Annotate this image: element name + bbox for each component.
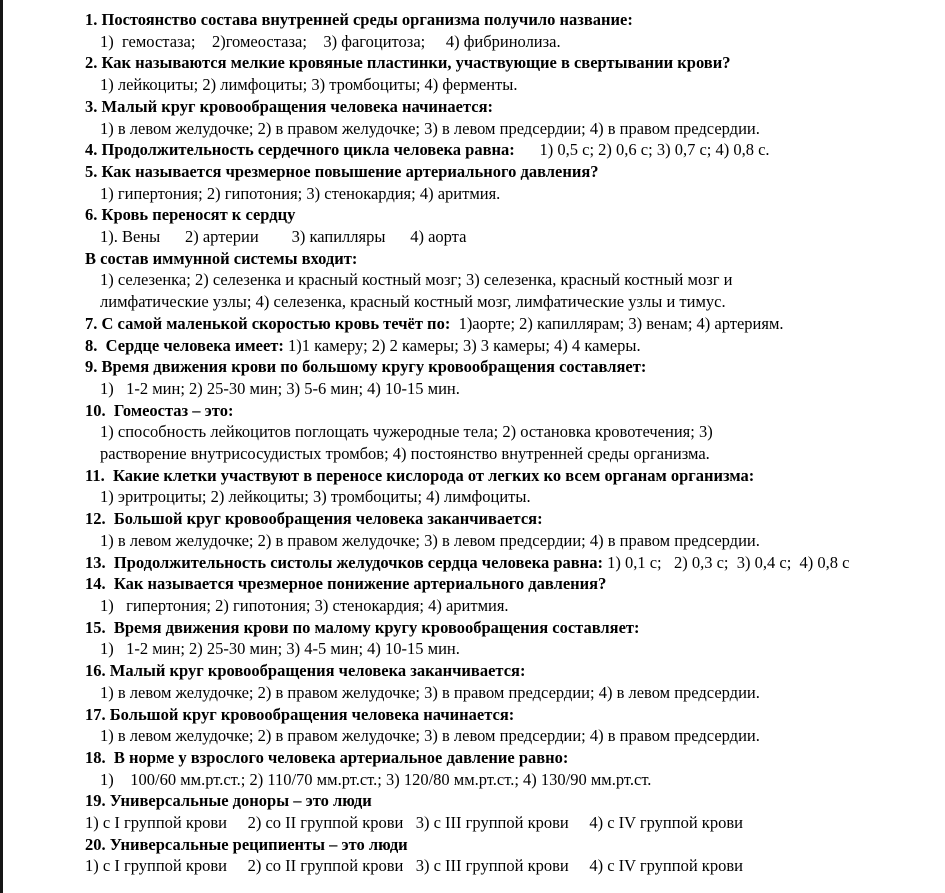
question-block [85, 204, 945, 247]
answer-options-line: 1) в левом желудочке; 2) в правом желудочке; 3) в левом предсердии; 4) в правом предсердии. [100, 530, 760, 550]
answer-options-line: 1) в левом желудочке; 2) в правом желудочке; 3) в левом предсердии; 4) в правом предсердии. [100, 118, 760, 138]
question-title: 10. Гомеостаз – это: [85, 400, 234, 420]
question-title: 2. Как называются мелкие кровяные пластинки, участвующие в свертывании крови? [85, 53, 731, 73]
inline-answer-options: 1) 0,5 с; 2) 0,6 с; 3) 0,7 с; 4) 0,8 с. [514, 140, 770, 160]
question-title: 4. Продолжительность сердечного цикла человека равна: [85, 140, 515, 160]
answer-options-line: 1) с I группой крови 2) со II группой крови 3) с III группой крови 4) с IV группой крови [85, 813, 743, 833]
question-title: 7. С самой маленькой скоростью кровь течёт по: [85, 313, 451, 333]
answer-options-line: 1) в левом желудочке; 2) в правом желудочке; 3) в правом предсердии; 4) в левом предсердии. [100, 682, 760, 702]
question-block [85, 96, 945, 139]
question-title: 13. Продолжительность систолы желудочков сердца человека равна: [85, 552, 603, 572]
inline-answer-options: 1) 0,1 с; 2) 0,3 с; 3) 0,4 с; 4) 0,8 с [602, 552, 850, 572]
question-title-line [85, 573, 945, 595]
scan-edge-line [0, 0, 3, 893]
question-block [85, 790, 945, 833]
question-title-line [85, 617, 945, 639]
question-title: 19. Универсальные доноры – это люди [85, 791, 372, 811]
inline-answer-options: 1)1 камеру; 2) 2 камеры; 3) 3 камеры; 4) 4 камеры. [283, 335, 641, 355]
question-title: 1. Постоянство состава внутренней среды организма получило название: [85, 10, 633, 29]
question-title: 15. Время движения крови по малому кругу кровообращения составляет: [85, 617, 640, 637]
question-title-line [85, 704, 945, 726]
question-title-line [85, 9, 945, 31]
answer-options-line: 1) в левом желудочке; 2) в правом желудочке; 3) в левом предсердии; 4) в правом предсердии. [100, 726, 760, 746]
question-block [85, 9, 945, 52]
answer-options-line: лимфатические узлы; 4) селезенка, красный костный мозг, лимфатические узлы и тимус. [100, 292, 726, 312]
question-title-line [85, 139, 945, 161]
answer-options-line: 1) гипертония; 2) гипотония; 3) стенокардия; 4) аритмия. [100, 183, 501, 203]
question-title: 9. Время движения крови по большому кругу кровообращения составляет: [85, 357, 647, 377]
question-title: 20. Универсальные реципиенты – это люди [85, 834, 408, 854]
question-title: 16. Малый круг кровообращения человека заканчивается: [85, 661, 526, 681]
question-title-line [85, 747, 945, 769]
answer-options-line: 1). Вены 2) артерии 3) капилляры 4) аорта [100, 227, 467, 247]
question-block [85, 465, 945, 508]
question-block [85, 52, 945, 95]
answer-options-line: 1) гемостаза; 2)гомеостаза; 3) фагоцитоза; 4) фибринолиза. [100, 31, 561, 51]
question-title-line [85, 161, 945, 183]
question-title-line [85, 248, 945, 270]
question-title-line [85, 400, 945, 422]
question-title-line [85, 52, 945, 74]
question-block [85, 617, 945, 660]
answer-options-line: 1) гипертония; 2) гипотония; 3) стенокардия; 4) аритмия. [100, 595, 509, 615]
question-title-line [85, 465, 945, 487]
question-title-line [85, 204, 945, 226]
answer-options-line: 1) лейкоциты; 2) лимфоциты; 3) тромбоциты; 4) ферменты. [100, 75, 518, 95]
question-title: 12. Большой круг кровообращения человека заканчивается: [85, 509, 543, 529]
question-title: 11. Какие клетки участвуют в переносе кислорода от легких ко всем органам организма: [85, 465, 755, 485]
question-title: 6. Кровь переносят к сердцу [85, 205, 296, 225]
question-title: 17. Большой круг кровообращения человека начинается: [85, 704, 515, 724]
question-block [85, 356, 945, 399]
question-block [85, 834, 945, 877]
question-block [85, 552, 945, 574]
question-block [85, 573, 945, 616]
answer-options-line: 1) способность лейкоцитов поглощать чужеродные тела; 2) остановка кровотечения; 3) [100, 422, 713, 442]
answer-options-line: 1) 100/60 мм.рт.ст.; 2) 110/70 мм.рт.ст.; 3) 120/80 мм.рт.ст.; 4) 130/90 мм.рт.ст. [100, 769, 652, 789]
question-block [85, 400, 945, 465]
question-title-line [85, 335, 945, 357]
question-block [85, 508, 945, 551]
answer-options-line: 1) 1-2 мин; 2) 25-30 мин; 3) 5-6 мин; 4) 10-15 мин. [100, 378, 460, 398]
inline-answer-options: 1)аорте; 2) капиллярам; 3) венам; 4) артериям. [450, 313, 784, 333]
question-title-line [85, 96, 945, 118]
question-title-line [85, 356, 945, 378]
question-title: 18. В норме у взрослого человека артериальное давление равно: [85, 747, 569, 767]
question-title-line [85, 552, 945, 574]
question-title: 5. Как называется чрезмерное повышение артериального давления? [85, 161, 599, 181]
question-list [85, 9, 945, 877]
question-block [85, 161, 945, 204]
question-block [85, 335, 945, 357]
answer-options-line: 1) с I группой крови 2) со II группой крови 3) с III группой крови 4) с IV группой крови [85, 856, 743, 876]
question-title-line [85, 508, 945, 530]
question-title: 14. Как называется чрезмерное понижение артериального давления? [85, 574, 607, 594]
question-block [85, 660, 945, 703]
answer-options-line: 1) 1-2 мин; 2) 25-30 мин; 3) 4-5 мин; 4) 10-15 мин. [100, 639, 460, 659]
question-title-line [85, 834, 945, 856]
question-title: 3. Малый круг кровообращения человека начинается: [85, 96, 494, 116]
question-block [85, 704, 945, 747]
question-block [85, 747, 945, 790]
question-title: 8. Сердце человека имеет: [85, 335, 284, 355]
question-title-line [85, 660, 945, 682]
answer-options-line: 1) эритроциты; 2) лейкоциты; 3) тромбоциты; 4) лимфоциты. [100, 487, 531, 507]
answer-options-line: растворение внутрисосудистых тромбов; 4) постоянство внутренней среды организма. [100, 444, 710, 464]
question-title-line [85, 313, 945, 335]
question-block [85, 248, 945, 313]
question-title-line [85, 790, 945, 812]
question-title: В состав иммунной системы входит: [85, 248, 358, 268]
question-block [85, 313, 945, 335]
answer-options-line: 1) селезенка; 2) селезенка и красный костный мозг; 3) селезенка, красный костный мозг и [100, 270, 733, 290]
question-block [85, 139, 945, 161]
